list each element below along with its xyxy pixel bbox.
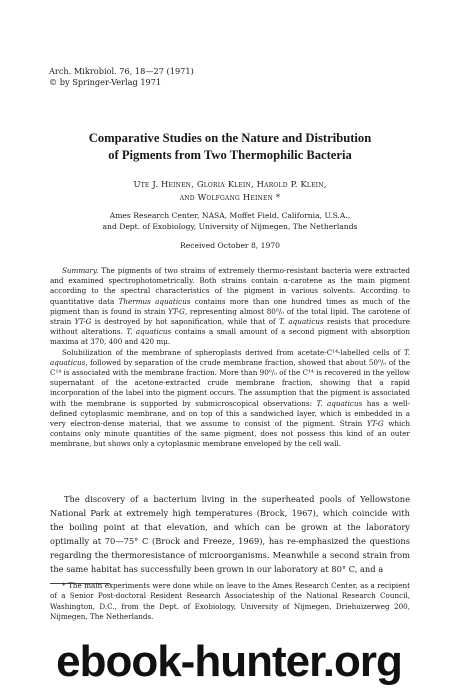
species-name: T. aquaticus bbox=[278, 317, 324, 327]
strain-name: YT-G bbox=[74, 317, 92, 327]
abstract-text: , followed by separation of the crude membrane fraction, showed that about 50⁰/₀ of the C¹⁴ is associated with the membrane fraction. More than 90⁰/₀ of the C¹⁴ is recovered in the yellow supernatant of the acetone-extracted crude membrane fraction, showing that a rapid incorporation of the label into the pigment occurs. The assumption that the pigment is associated with the membrane is supported by submicroscopical observations: bbox=[50, 357, 410, 408]
abstract-text: Solubilization of the membrane of spheroplasts derived from acetate-C¹⁴-labelled cells of bbox=[62, 347, 404, 357]
abstract-text: which contains only minute quantities of the same pigment, does not possess this kind of an outer membrane, but shows only a cytoplasmic membrane enveloped by the cell wall. bbox=[50, 419, 410, 449]
paper-title bbox=[60, 130, 400, 164]
abstract bbox=[50, 266, 410, 450]
abstract-text: has a well-defined cytoplasmic membrane, and on top of this a sandwiched layer, which is embedded in a very electron-dense material, that we assume to consist of the pigment. Strain bbox=[50, 398, 410, 429]
abstract-paragraph-1 bbox=[50, 266, 410, 348]
footnote: * The main experiments were done while on leave to the Ames Research Center, as a recipient of a Senior Post-doctoral Resident Research Associateship of the National Research Council, Washington, D.C., from the Dept. of Exobiology, University of Nijmegen, Driehuizerweg 200, Nijmegen, The Netherlands. bbox=[50, 581, 410, 621]
abstract-text: contains a small amount of a second pigment with absorption maxima at 370, 400 and 420 mμ. bbox=[50, 327, 410, 347]
abstract-paragraph-2 bbox=[50, 348, 410, 450]
watermark-text: ebook-hunter.org bbox=[56, 637, 402, 686]
title-line-2: of Pigments from Two Thermophilic Bacteria bbox=[108, 148, 352, 162]
journal-line: Arch. Mikrobiol. 76, 18—27 (1971) bbox=[49, 66, 194, 76]
abstract-text: contains more than one hundred times as much of the pigment than is found in strain bbox=[50, 296, 410, 316]
author-list bbox=[60, 178, 400, 204]
abstract-text: is destroyed by hot saponification, while that of bbox=[91, 317, 279, 327]
species-name: T. aquaticus bbox=[50, 347, 410, 367]
summary-label: Summary. bbox=[62, 266, 99, 275]
species-name: T. aquaticus bbox=[126, 327, 172, 337]
abstract-text: , representing almost 80⁰/₀ of the total lipid. The carotene of strain bbox=[50, 306, 410, 327]
abstract-text: resists that procedure without alterations. bbox=[50, 317, 410, 337]
species-name: T. aquaticus bbox=[316, 398, 363, 408]
copyright-line: © by Springer-Verlag 1971 bbox=[49, 77, 162, 87]
introduction-paragraph: The discovery of a bacterium living in the superheated pools of Yellowstone National Park at extremely high temperatures (Brock, 1967), which coincide with the boiling point at that elevation, and which can be grown at the laboratory optimally at 70—75° C (Brock and Freeze, 1969), has re-emphasized the questions regarding the thermoresistance of microorganisms. Meanwhile a second strain from the same habitat has successfully been grown in our laboratory at 80° C, and a bbox=[50, 494, 410, 574]
strain-name: YT-G bbox=[168, 306, 185, 316]
affiliation-line-1: Ames Research Center, NASA, Moffet Field, California, U.S.A., bbox=[109, 211, 351, 220]
abstract-text: The pigments of two strains of extremely thermo-resistant bacteria were extracted and examined spectrophotometrically. Both strains contain α-carotene as the main pigment according to the spectral characteristics of the pigment in various solvents. According to quantitative data bbox=[50, 266, 410, 306]
authors-line-1: Ute J. Heinen, Gloria Klein, Harold P. Klein, bbox=[133, 179, 327, 189]
authors-line-2: and Wolfgang Heinen * bbox=[179, 192, 281, 202]
title-line-1: Comparative Studies on the Nature and Distribution bbox=[88, 131, 372, 145]
journal-reference bbox=[49, 66, 194, 88]
affiliation bbox=[60, 210, 400, 232]
watermark-banner bbox=[0, 636, 458, 690]
affiliation-line-2: and Dept. of Exobiology, University of Nijmegen, The Netherlands bbox=[102, 222, 358, 231]
watermark-logo bbox=[0, 636, 458, 690]
strain-name: YT-G bbox=[366, 419, 384, 429]
received-date: Received October 8, 1970 bbox=[180, 241, 280, 250]
species-name: Thermus aquaticus bbox=[118, 296, 191, 306]
